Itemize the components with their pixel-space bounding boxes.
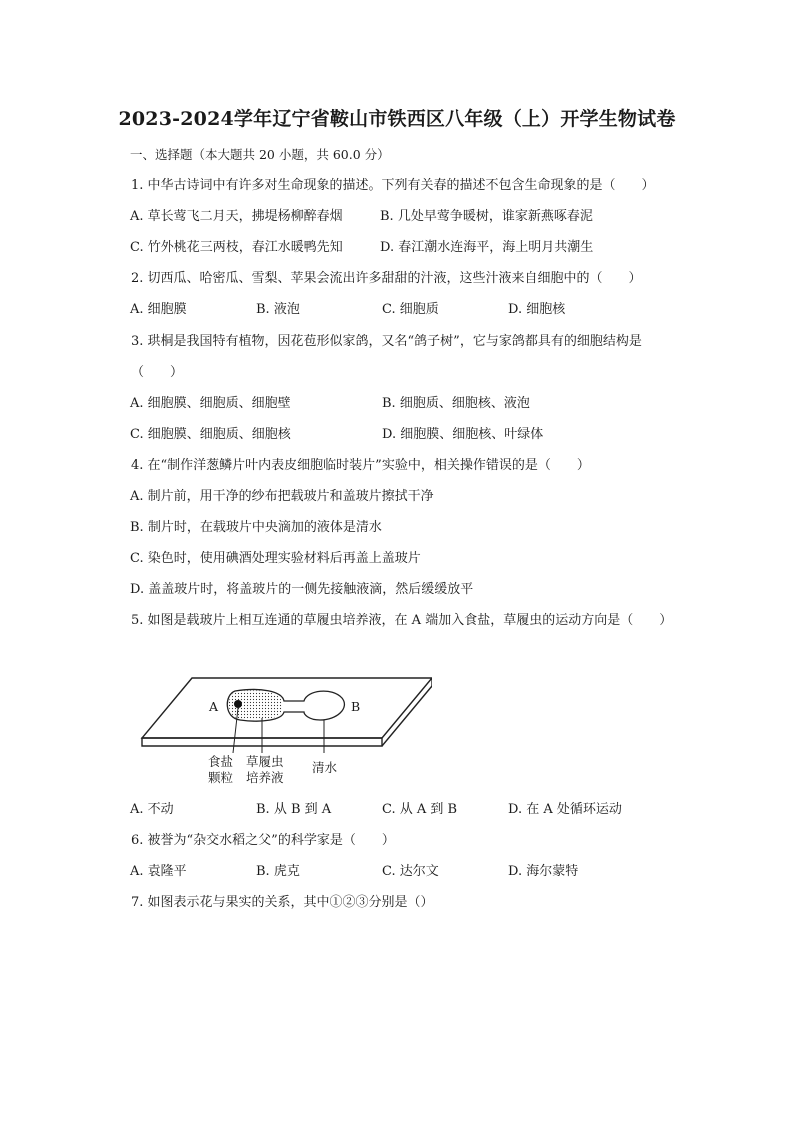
question-5-option-d[interactable]: D. 在 A 处循环运动: [508, 802, 622, 817]
question-1-option-c[interactable]: C. 竹外桃花三两枝，春江水暖鸭先知: [130, 240, 343, 255]
question-4-stem: 4. 在“制作洋葱鳞片叶内表皮细胞临时装片”实验中，相关操作错误的是（ ）: [131, 458, 590, 473]
question-4-option-b[interactable]: B. 制片时，在载玻片中央滴加的液体是清水: [130, 520, 382, 535]
question-4-option-c[interactable]: C. 染色时，使用碘酒处理实验材料后再盖上盖玻片: [130, 551, 421, 566]
question-1-stem: 1. 中华古诗词中有许多对生命现象的描述。下列有关春的描述不包含生命现象的是（ ）: [131, 178, 655, 193]
label-culture-line-1: 草履虫: [246, 754, 284, 769]
question-5-option-b[interactable]: B. 从 B 到 A: [256, 802, 332, 817]
question-5-option-a[interactable]: A. 不动: [130, 802, 174, 817]
question-5-option-c[interactable]: C. 从 A 到 B: [382, 802, 458, 817]
question-2-option-d[interactable]: D. 细胞核: [508, 302, 566, 317]
label-a: A: [209, 699, 219, 714]
question-2-stem: 2. 切西瓜、哈密瓜、雪梨、苹果会流出许多甜甜的汁液，这些汁液来自细胞中的（ ）: [131, 271, 642, 286]
question-6-option-c[interactable]: C. 达尔文: [382, 864, 439, 879]
question-1-option-b[interactable]: B. 几处早莺争暖树，谁家新燕啄春泥: [380, 209, 593, 224]
question-6-option-a[interactable]: A. 袁隆平: [130, 864, 187, 879]
question-6-option-b[interactable]: B. 虎克: [256, 864, 300, 879]
question-3-option-d[interactable]: D. 细胞膜、细胞核、叶绿体: [382, 427, 544, 442]
question-3-stem-bracket: （ ）: [131, 365, 184, 380]
question-4-option-d[interactable]: D. 盖盖玻片时，将盖玻片的一侧先接触液滴，然后缓缓放平: [130, 582, 474, 597]
question-1-option-d[interactable]: D. 春江潮水连海平，海上明月共潮生: [380, 240, 594, 255]
label-b: B: [351, 699, 361, 714]
question-5-stem: 5. 如图是载玻片上相互连通的草履虫培养液，在 A 端加入食盐，草履虫的运动方向是（ ）: [131, 613, 673, 628]
label-culture-line-2: 培养液: [246, 770, 284, 785]
slide-culture-figure: [132, 668, 432, 793]
question-6-option-d[interactable]: D. 海尔蒙特: [508, 864, 579, 879]
question-2-option-a[interactable]: A. 细胞膜: [130, 302, 187, 317]
question-3-option-a[interactable]: A. 细胞膜、细胞质、细胞壁: [130, 396, 291, 411]
label-salt-line-1: 食盐: [208, 754, 234, 769]
label-salt-line-2: 颗粒: [208, 770, 234, 785]
section-heading: 一、选择题（本大题共 20 小题，共 60.0 分）: [130, 147, 390, 162]
question-7-stem: 7. 如图表示花与果实的关系，其中①②③分别是（）: [131, 895, 434, 910]
question-1-option-a[interactable]: A. 草长莺飞二月天，拂堤杨柳醉春烟: [130, 209, 343, 224]
question-3-stem: 3. 珙桐是我国特有植物，因花苞形似家鸽，又名“鸽子树”，它与家鸽都具有的细胞结构是: [131, 334, 642, 349]
exam-title: 2023-2024学年辽宁省鞍山市铁西区八年级（上）开学生物试卷: [118, 108, 676, 130]
question-2-option-b[interactable]: B. 液泡: [256, 302, 300, 317]
question-6-stem: 6. 被誉为“杂交水稻之父”的科学家是（ ）: [131, 833, 395, 848]
question-2-option-c[interactable]: C. 细胞质: [382, 302, 439, 317]
label-water: 清水: [312, 760, 338, 775]
question-3-option-c[interactable]: C. 细胞膜、细胞质、细胞核: [130, 427, 291, 442]
question-3-option-b[interactable]: B. 细胞质、细胞核、液泡: [382, 396, 530, 411]
question-4-option-a[interactable]: A. 制片前，用干净的纱布把载玻片和盖玻片擦拭干净: [130, 489, 434, 504]
